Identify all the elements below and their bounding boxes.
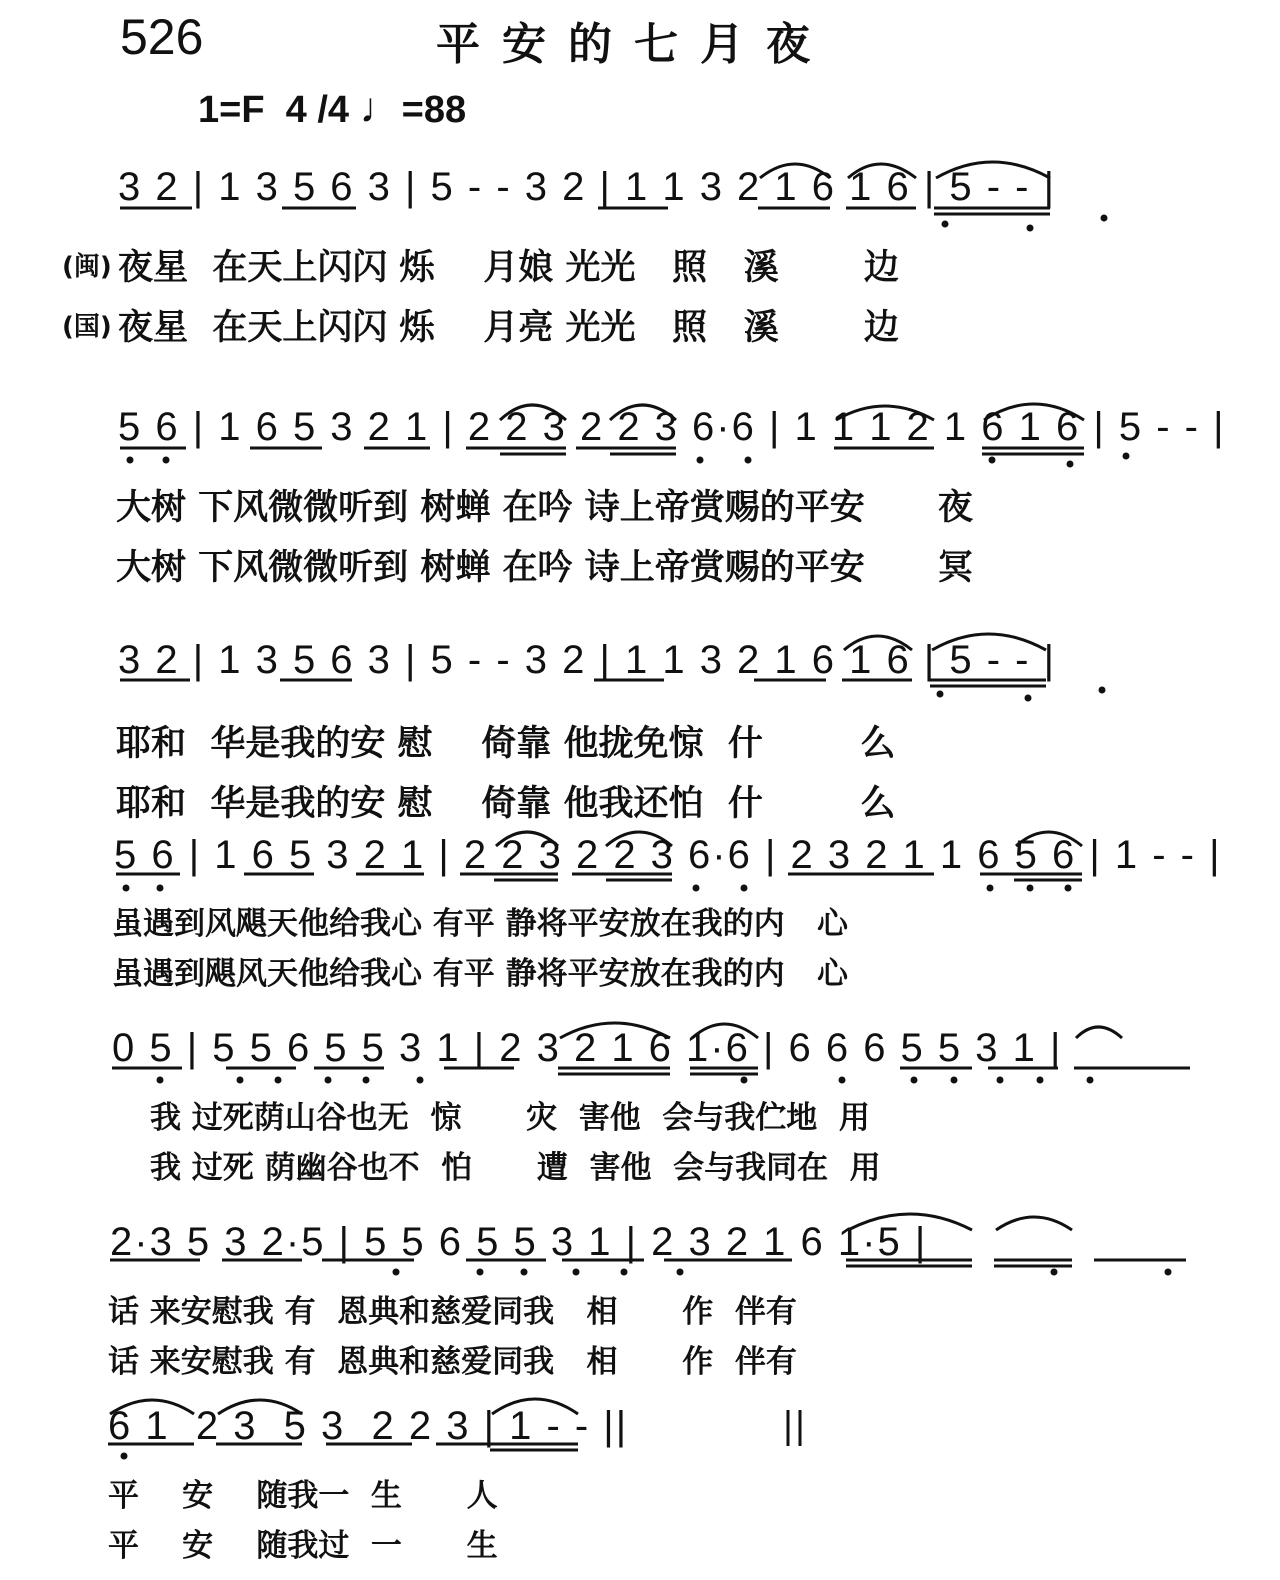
slur-mark	[496, 832, 558, 846]
octave-dot	[621, 1269, 628, 1276]
octave-dot	[1027, 225, 1034, 232]
octave-dot	[997, 1077, 1004, 1084]
octave-dot	[121, 1453, 128, 1460]
slur-mark	[760, 164, 830, 178]
octave-dot	[163, 457, 170, 464]
slur-mark	[492, 1399, 578, 1414]
lyrics-4-1: 虽遇到风飓天他给我心 有平 静将平安放在我的内 心	[112, 906, 848, 942]
octave-dot	[123, 885, 130, 892]
octave-dot	[1027, 885, 1034, 892]
notation-line-1: 3 2 | 1 3 5 6 3 | 5 - - 3 2 | 1 1 3 2 1 6 1 6 | 5 - - |	[118, 165, 1056, 209]
lyrics-4-2: 虽遇到飓风天他给我心 有平 静将平安放在我的内 心	[112, 956, 848, 992]
lyrics-6-1: 话 来安慰我 有 恩典和慈爱同我 相 作 伴有	[108, 1294, 797, 1330]
octave-dot	[745, 457, 752, 464]
lyrics-2-1: 大树 下风微微听到 树蝉 在吟 诗上帝赏赐的平安 夜	[116, 488, 973, 528]
octave-dot	[157, 1077, 164, 1084]
octave-dot	[839, 1077, 846, 1084]
slur-mark	[932, 634, 1046, 650]
octave-dot	[1123, 453, 1130, 460]
octave-dot	[1037, 1077, 1044, 1084]
song-title: 平安的七月夜	[436, 19, 832, 70]
octave-dot	[911, 1077, 918, 1084]
octave-dot	[573, 1269, 580, 1276]
octave-dot	[521, 1269, 528, 1276]
octave-dot	[741, 1077, 748, 1084]
key-label: 1=F	[198, 89, 265, 131]
slur-mark	[848, 1214, 972, 1230]
octave-dot	[942, 221, 949, 228]
slur-mark	[836, 406, 934, 420]
octave-dot	[417, 1077, 424, 1084]
quarter-note-icon: ♩	[359, 84, 402, 131]
octave-dot	[1099, 687, 1106, 694]
notation-line-6: 2·3 5 3 2·5 | 5 5 6 5 5 3 1 | 2 3 2 1 6 1·5 |	[110, 1220, 928, 1264]
notation-line-5: 0 5 | 5 5 6 5 5 3 1 | 2 3 2 1 6 1·6 | 6 6 6 5 5 3 1 |	[112, 1026, 1063, 1070]
octave-dot	[157, 885, 164, 892]
octave-dot	[697, 457, 704, 464]
lyrics-1-2-tag: (国)	[62, 312, 112, 342]
octave-dot	[477, 1269, 484, 1276]
slur-mark	[996, 1217, 1072, 1230]
octave-dot	[1067, 461, 1074, 468]
octave-dot	[393, 1269, 400, 1276]
octave-dot	[987, 885, 994, 892]
octave-dot	[937, 691, 944, 698]
slur-mark	[500, 405, 566, 420]
octave-dot	[1101, 215, 1108, 222]
slur-mark	[218, 1400, 302, 1414]
notation-line-2: 5 6 | 1 6 5 3 2 1 | 2 2 3 2 2 3 6·6 | 1 1 1 2 1 6 1 6 | 5 - - |	[118, 405, 1226, 449]
octave-dot	[1165, 1269, 1172, 1276]
slur-mark	[1016, 832, 1082, 846]
octave-dot	[363, 1077, 370, 1084]
meter-label: 4 /4	[285, 89, 350, 131]
lyrics-1-1: 夜星 在天上闪闪 烁 月娘 光光 照 溪 边	[118, 248, 899, 288]
octave-dot	[237, 1077, 244, 1084]
slur-mark	[1076, 1027, 1122, 1038]
hymn-number: 526	[120, 9, 204, 65]
octave-dot	[325, 1077, 332, 1084]
octave-dot	[951, 1077, 958, 1084]
notation-line-7: 6 1 2 3 5 3 2 2 3 | 1 - - ||	[108, 1404, 629, 1448]
octave-dot	[1065, 885, 1072, 892]
notation-line-4: 5 6 | 1 6 5 3 2 1 | 2 2 3 2 2 3 6·6 | 2 3 2 1 1 6 5 6 | 1 - - |	[114, 833, 1222, 877]
tempo-value: =88	[401, 89, 467, 131]
octave-dot	[275, 1077, 282, 1084]
octave-dot	[989, 457, 996, 464]
lyrics-7-1: 平 安 随我一 生 人	[108, 1478, 498, 1514]
slur-mark	[984, 404, 1084, 420]
octave-dot	[127, 457, 134, 464]
slur-mark	[610, 405, 676, 420]
slur-mark	[848, 164, 916, 178]
octave-dot	[1051, 1269, 1058, 1276]
lyrics-7-2: 平 安 随我过 一 生	[108, 1528, 498, 1564]
octave-dot	[677, 1269, 684, 1276]
slur-mark	[936, 162, 1050, 178]
lyrics-2-2: 大树 下风微微听到 树蝉 在吟 诗上帝赏赐的平安 冥	[116, 548, 973, 588]
lyrics-1-2: 夜星 在天上闪闪 烁 月亮 光光 照 溪 边	[118, 308, 899, 348]
notation-line-3: 3 2 | 1 3 5 6 3 | 5 - - 3 2 | 1 1 3 2 1 6 1 6 | 5 - - |	[118, 638, 1056, 682]
octave-dot	[1087, 1077, 1094, 1084]
lyrics-6-2: 话 来安慰我 有 恩典和慈爱同我 相 作 伴有	[108, 1344, 797, 1380]
lyrics-3-2: 耶和 华是我的安 慰 倚靠 他我还怕 什 么	[116, 784, 896, 824]
lyrics-5-2: 我 过死 荫幽谷也不 怕 遭 害他 会与我同在 用	[150, 1150, 881, 1186]
octave-dot	[741, 885, 748, 892]
slur-mark	[844, 636, 912, 650]
octave-dot	[1025, 695, 1032, 702]
lyrics-3-1: 耶和 华是我的安 慰 倚靠 他拢免惊 什 么	[116, 724, 896, 764]
slur-mark	[606, 832, 672, 846]
slur-mark	[110, 1400, 194, 1414]
lyrics-5-1: 我 过死荫山谷也无 惊 灾 害他 会与我伫地 用	[150, 1100, 870, 1136]
slur-mark	[560, 1023, 670, 1038]
octave-dot	[693, 885, 700, 892]
slur-mark	[692, 1024, 758, 1038]
lyrics-1-1-tag: (闽)	[62, 252, 112, 282]
